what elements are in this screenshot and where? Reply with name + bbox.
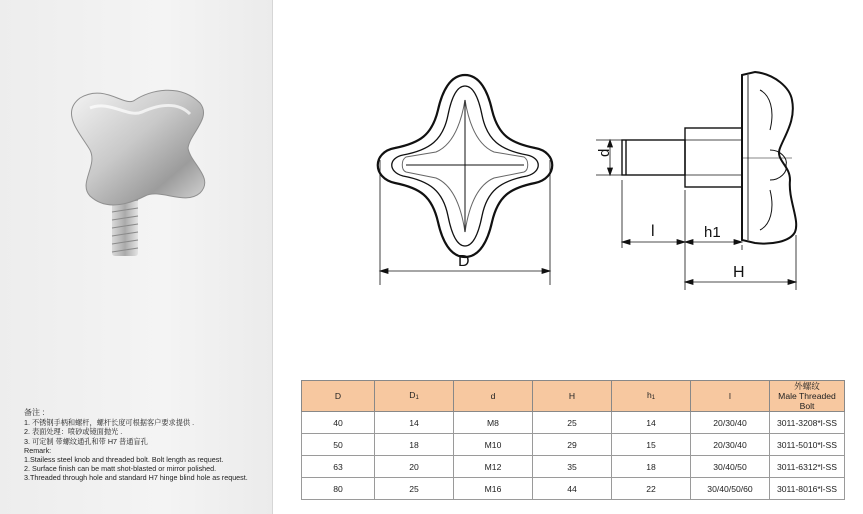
- cell-l: 20/30/40: [691, 434, 770, 456]
- table-row: [302, 434, 845, 456]
- cell-D1: 25: [375, 478, 454, 500]
- cell-d: M10: [454, 434, 533, 456]
- note-cn-2: 2. 表面处理：喷砂或镜面抛光 .: [24, 427, 123, 437]
- dimension-l-h1: [622, 180, 742, 290]
- header-D1: D1: [375, 381, 454, 412]
- cell-D1: 18: [375, 434, 454, 456]
- cell-h1: 15: [612, 434, 691, 456]
- header-code: 外螺纹 Male Threaded Bolt: [770, 381, 845, 412]
- cell-l: 20/30/40: [691, 412, 770, 434]
- note-cn-1: 1. 不锈钢手柄和螺杆，螺杆长度可根据客户要求提供 .: [24, 418, 195, 428]
- cell-code: 3011-3208*l-SS: [770, 412, 845, 434]
- note-en-1: 1.Stailess steel knob and threaded bolt. Bolt length as request.: [24, 455, 224, 465]
- header-H: H: [533, 381, 612, 412]
- cell-l: 30/40/50: [691, 456, 770, 478]
- cell-l: 30/40/50/60: [691, 478, 770, 500]
- side-view-drawing: [622, 72, 796, 244]
- label-l: l: [651, 223, 655, 240]
- cell-D1: 20: [375, 456, 454, 478]
- table-row: [302, 412, 845, 434]
- table-header-row: [302, 381, 845, 412]
- table-row: [302, 478, 845, 500]
- notes-title: 备注 :: [24, 408, 45, 417]
- table-row: [302, 456, 845, 478]
- cell-D: 80: [302, 478, 375, 500]
- cell-D: 40: [302, 412, 375, 434]
- note-cn-3: 3. 可定制 带螺纹通孔和带 H7 普通盲孔: [24, 436, 148, 446]
- header-d: d: [454, 381, 533, 412]
- cell-code: 3011-6312*l-SS: [770, 456, 845, 478]
- header-l: l: [691, 381, 770, 412]
- cell-d: M16: [454, 478, 533, 500]
- label-h1: h1: [704, 224, 721, 241]
- cell-h1: 18: [612, 456, 691, 478]
- label-D: D: [458, 253, 470, 270]
- cell-H: 29: [533, 434, 612, 456]
- spec-table: [301, 380, 845, 500]
- cell-h1: 22: [612, 478, 691, 500]
- cell-h1: 14: [612, 412, 691, 434]
- remark-title: Remark:: [24, 445, 52, 455]
- cell-d: M12: [454, 456, 533, 478]
- label-H: H: [733, 264, 745, 281]
- note-en-2: 2. Surface finish can be matt shot-blasted or mirror polished.: [24, 464, 217, 474]
- dimension-H: [685, 235, 796, 290]
- cell-H: 44: [533, 478, 612, 500]
- cell-D: 50: [302, 434, 375, 456]
- cell-H: 35: [533, 456, 612, 478]
- cell-H: 25: [533, 412, 612, 434]
- header-D: D: [302, 381, 375, 412]
- cell-d: M8: [454, 412, 533, 434]
- cell-code: 3011-8016*l-SS: [770, 478, 845, 500]
- cell-code: 3011-5010*l-SS: [770, 434, 845, 456]
- note-en-3: 3.Threaded through hole and standard H7 hinge blind hole as request.: [24, 473, 248, 483]
- notes-block: [24, 408, 269, 483]
- front-view-drawing: [378, 75, 553, 257]
- label-d: d: [596, 148, 613, 157]
- cell-D: 63: [302, 456, 375, 478]
- header-h1: h1: [612, 381, 691, 412]
- cell-D1: 14: [375, 412, 454, 434]
